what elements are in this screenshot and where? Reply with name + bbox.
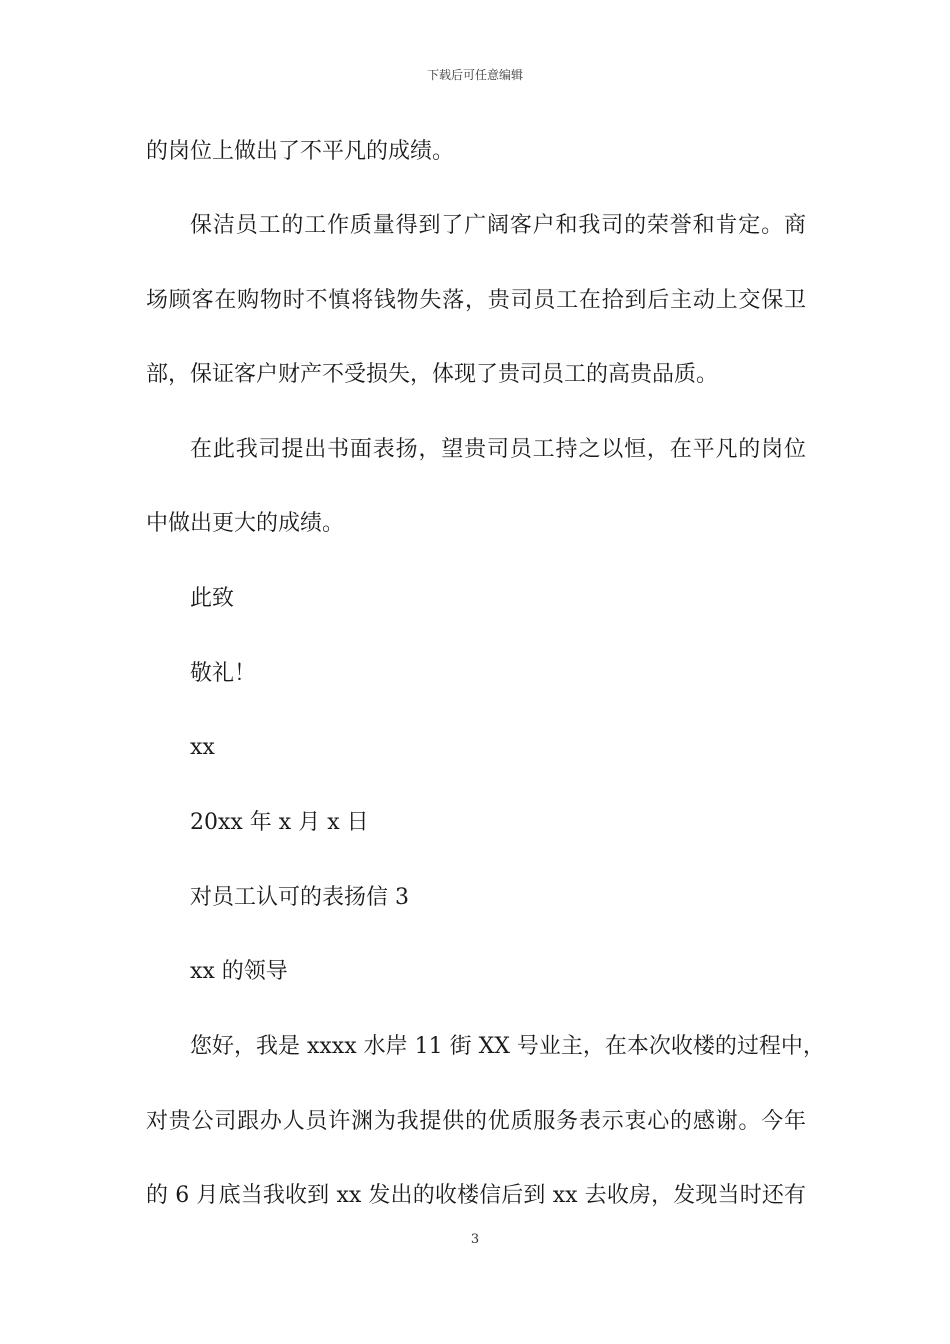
date-line: 20xx 年 x 月 x 日	[190, 810, 369, 835]
section-title: 对员工认可的表扬信 3	[190, 885, 409, 910]
page-number: 3	[470, 1232, 480, 1247]
paragraph-line: 的 6 月底当我收到 xx 发出的收楼信后到 xx 去收房，发现当时还有	[146, 1183, 806, 1208]
closing-regards: 敬礼！	[190, 661, 257, 686]
paragraph-line: 对贵公司跟办人员许渊为我提供的优质服务表示衷心的感谢。今年	[146, 1109, 806, 1134]
paragraph-line: 部，保证客户财产不受损失，体现了贵司员工的高贵品质。	[146, 362, 719, 387]
paragraph-line: 场顾客在购物时不慎将钱物失落，贵司员工在拾到后主动上交保卫	[146, 288, 806, 313]
paragraph-line: 您好，我是 xxxx 水岸 11 街 XX 号业主，在本次收楼的过程中，	[190, 1034, 825, 1059]
paragraph-line: 在此我司提出书面表扬，望贵司员工持之以恒，在平凡的岗位	[190, 437, 806, 462]
paragraph-line: 中做出更大的成绩。	[146, 511, 345, 536]
page-header: 下载后可任意编辑	[426, 68, 523, 82]
signature: xx	[190, 735, 215, 760]
paragraph-line: 保洁员工的工作质量得到了广阔客户和我司的荣誉和肯定。商	[190, 213, 806, 238]
paragraph-line: 的岗位上做出了不平凡的成绩。	[146, 139, 455, 164]
recipient-line: xx 的领导	[190, 959, 288, 984]
closing-salutation: 此致	[190, 586, 235, 611]
